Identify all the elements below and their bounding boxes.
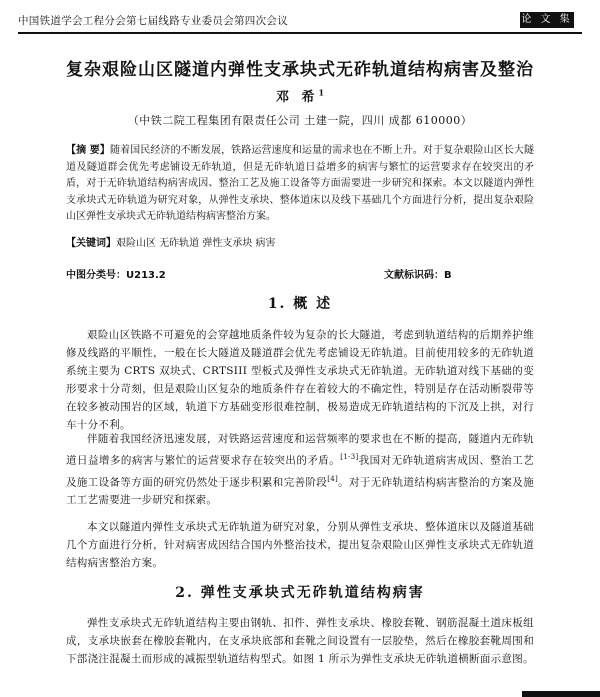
document-code: 文献标识码：B xyxy=(384,270,452,281)
paper-title: 复杂艰险山区隧道内弹性支承块式无砟轨道结构病害及整治 xyxy=(66,60,534,80)
section-1-paragraph-2 xyxy=(66,430,534,509)
citation: [4] xyxy=(327,474,339,483)
paragraph-text: 伴随着我国经济迅速发展，对铁路运营速度和运营频率的要求也在不断的提高，隧道内无砟轨道日益增多的病害与繁忙的运营要求存在较突出的矛盾。 xyxy=(66,433,534,467)
abstract-text: 随着国民经济的不断发展，铁路运营速度和运量的需求也在不断上升。对于复杂艰险山区长大隧道及隧道群会优先考虑铺设无砟轨道，但是无砟轨道日益增多的病害与繁忙的运营要求存在较突出的矛盾，对于无砟轨道结构病害成因、整治工艺及施工设备等方面需要进一步研究和探索。本文以隧道内弹性支承块式无砟轨道为研究对象，从弹性支承块、整体道床以及线下基础几个方面进行分析，提出复杂艰险山区弹性支承块式无砟轨道结构病害整治方案。 xyxy=(66,145,535,222)
citation: [1-3] xyxy=(340,453,359,461)
running-header xyxy=(18,10,582,34)
keywords-text: 艰险山区 无砟轨道 弹性支承块 病害 xyxy=(116,238,276,249)
abstract xyxy=(66,143,534,226)
author-sup: 1 xyxy=(318,87,325,98)
author-name: 邓 希 xyxy=(275,90,319,105)
paragraph-text: 。对于无砟轨道结构病害整治的方案及施工工艺需要进一步研究和探索。 xyxy=(66,476,534,506)
author xyxy=(0,86,600,105)
section-1-paragraph-3: 本文以隧道内弹性支承块式无砟轨道为研究对象，分别从弹性支承块、整体道床以及隧道基础几个方面进行分析，针对病害成因结合国内外整治技术，提出复杂艰险山区弹性支承块式无砟轨道结构病害整治方案。 xyxy=(66,521,534,569)
affiliation: （中铁二院工程集团有限责任公司 土建一院，四川 成都 610000） xyxy=(127,114,473,127)
abstract-label: 【摘 要】 xyxy=(66,145,110,156)
paragraph-text: 我国对无砟轨道病害成因、整治工艺及施工设备等方面的研究仍然处于逐步积累和完善阶段 xyxy=(66,454,534,488)
section-2-heading: 2. 弹性支承块式无砟轨道结构病害 xyxy=(175,585,425,601)
section-1-paragraph-1: 艰险山区铁路不可避免的会穿越地质条件较为复杂的长大隧道，考虑到轨道结构的后期养护维修及线路的平顺性，一般在长大隧道及隧道群会优先考虑铺设无砟轨道。目前使用较多的无砟轨道系统主要为 CRTS 双块式、CRTSIII 型板式及弹性支承块式无砟轨道。无砟轨道对线下基础的变形要求十分苛刻，但是艰险山区复杂的地质条件存在着较大的不确定性，特别是存在活动断裂带等在较多被动围岩的区域，轨道下方基础变形很难控制，极易造成无砟轨道结构的下沉及上拱，对行车十分不利。 xyxy=(66,329,534,431)
header-text: 中国铁道学会工程分会第七届线路专业委员会第四次会议 xyxy=(18,15,288,27)
clc-number: 中图分类号：U213.2 xyxy=(66,270,166,281)
header-badge: 论 文 集 xyxy=(520,12,574,28)
section-2-paragraph-1: 弹性支承块式无砟轨道结构主要由钢轨、扣件、弹性支承块、橡胶套靴、钢筋混凝土道床板组成，支承块嵌套在橡胶套靴内，在支承块底部和套靴之间设置有一层胶垫，然后在橡胶套靴周围和下部浇注混凝土而形成的减振型轨道结构型式。如图 1 所示为弹性支承块无砟轨道横断面示意图。 xyxy=(66,617,534,665)
page-corner-mark xyxy=(522,691,600,697)
keywords xyxy=(66,236,534,252)
keywords-label: 【关键词】 xyxy=(66,238,116,249)
section-1-heading: 1. 概 述 xyxy=(267,296,333,312)
classification-row xyxy=(66,266,534,282)
